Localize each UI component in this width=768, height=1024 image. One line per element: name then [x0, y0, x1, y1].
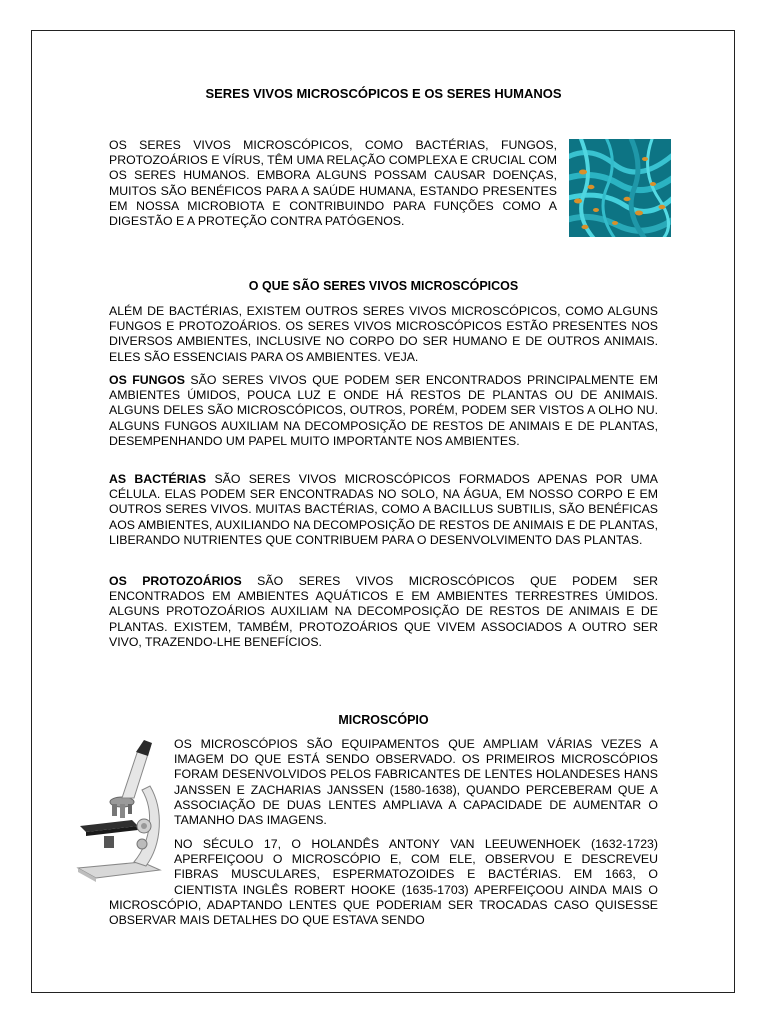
microscope-paragraph-1: OS MICROSCÓPIOS SÃO EQUIPAMENTOS QUE AMPLIAM VÁRIAS VEZES A IMAGEM DO QUE ESTÁ SENDO OBSERVADO. OS PRIMEIROS MICROSCÓPIOS FORAM DESENVOLVIDOS PELOS FABRICANTES DE LENTES HOLANDESES HANS JANSSEN E ZACHARIAS JANSSEN (1580-1638), QUANDO PERCEBERAM QUE A ASSOCIAÇÃO DE DUAS LENTES AMPLIAVA A CAPACIDADE DE AUMENTAR O TAMANHO DAS IMAGENS. [174, 737, 658, 828]
microscope-paragraph-2-wrap [109, 837, 658, 928]
section1-paragraph: ALÉM DE BACTÉRIAS, EXISTEM OUTROS SERES VIVOS MICROSCÓPICOS, COMO ALGUNS FUNGOS E PROTOZOÁRIOS. OS SERES VIVOS MICROSCÓPICOS ESTÃO PRESENTES NOS DIVERSOS AMBIENTES, INCLUSIVE NO CORPO DO SER HUMANO E DE OUTROS ANIMAIS. ELES SÃO ESSENCIAIS PARA OS AMBIENTES. VEJA. [109, 304, 658, 364]
bacteria-paragraph [109, 472, 658, 548]
microscope-paragraph-2: NO SÉCULO 17, O HOLANDÊS ANTONY VAN LEEUWENHOEK (1632-1723) APERFEIÇOOU O MICROSCÓPIO E, COM ELE, OBSERVOU E DESCREVEU FIBRAS MUSCULARES, ESPERMATOZOIDES E BACTÉRIAS. EM 1663, O CIENTISTA INGLÊS ROBERT HOOKE (1635-1703) APERFEIÇOOU AINDA MAIS O MICROSCÓPIO, ADAPTANDO LENTES QUE PODERIAM SER TROCADAS CASO QUISESSE OBSERVAR MAIS DETALHES DO QUE ESTAVA SENDO [109, 837, 658, 928]
bacteria-micrograph-icon [569, 139, 671, 237]
fungi-label: OS FUNGOS [109, 373, 185, 387]
bacteria-label: AS BACTÉRIAS [109, 472, 207, 486]
protozoa-paragraph [109, 574, 658, 650]
microscope-icon [72, 740, 172, 882]
section-title-microorganisms: O QUE SÃO SERES VIVOS MICROSCÓPICOS [248, 279, 519, 293]
fungi-paragraph [109, 373, 658, 449]
section-title-microscope: MICROSCÓPIO [338, 713, 429, 727]
page-title: SERES VIVOS MICROSCÓPICOS E OS SERES HUMANOS [205, 86, 562, 101]
fungi-text: SÃO SERES VIVOS QUE PODEM SER ENCONTRADOS PRINCIPALMENTE EM AMBIENTES ÚMIDOS, POUCA LUZ E ONDE HÁ RESTOS DE PLANTAS OU DE ANIMAIS. ALGUNS DELES SÃO MICROSCÓPICOS, OUTROS, PORÉM, PODEM SER VISTOS A OLHO NU. ALGUNS FUNGOS AUXILIAM NA DECOMPOSIÇÃO DE RESTOS DE ANIMAIS E DE PLANTAS, DESEMPENHANDO UM PAPEL MUITO IMPORTANTE NOS AMBIENTES. [109, 373, 659, 448]
protozoa-text: SÃO SERES VIVOS MICROSCÓPICOS QUE PODEM SER ENCONTRADOS EM AMBIENTES AQUÁTICOS E EM AMBIENTES TERRESTRES ÚMIDOS. ALGUNS PROTOZOÁRIOS AUXILIAM NA DECOMPOSIÇÃO DE RESTOS DE ANIMAIS E DE PLANTAS. EXISTEM, TAMBÉM, PROTOZOÁRIOS QUE VIVEM ASSOCIADOS A OUTRO SER VIVO, TRAZENDO-LHE BENEFÍCIOS. [109, 574, 658, 649]
protozoa-label: OS PROTOZOÁRIOS [109, 574, 242, 588]
intro-paragraph: OS SERES VIVOS MICROSCÓPICOS, COMO BACTÉRIAS, FUNGOS, PROTOZOÁRIOS E VÍRUS, TÊM UMA RELAÇÃO COMPLEXA E CRUCIAL COM OS SERES HUMANOS. EMBORA ALGUNS POSSAM CAUSAR DOENÇAS, MUITOS SÃO BENÉFICOS PARA A SAÚDE HUMANA, ESTANDO PRESENTES EM NOSSA MICROBIOTA E CONTRIBUINDO PARA FUNÇÕES COMO A DIGESTÃO E A PROTEÇÃO CONTRA PATÓGENOS. [109, 138, 558, 229]
bacteria-text: SÃO SERES VIVOS MICROSCÓPICOS FORMADOS APENAS POR UMA CÉLULA. ELAS PODEM SER ENCONTRADAS NO SOLO, NA ÁGUA, EM NOSSO CORPO E EM OUTROS SERES VIVOS. MUITAS BACTÉRIAS, COMO A BACILLUS SUBTILIS, SÃO BENÉFICAS AOS AMBIENTES, AUXILIANDO NA DECOMPOSIÇÃO DE RESTOS DE ANIMAIS E DE PLANTAS, LIBERANDO NUTRIENTES QUE CONTRIBUEM PARA O DESENVOLVIMENTO DAS PLANTAS. [109, 472, 659, 547]
